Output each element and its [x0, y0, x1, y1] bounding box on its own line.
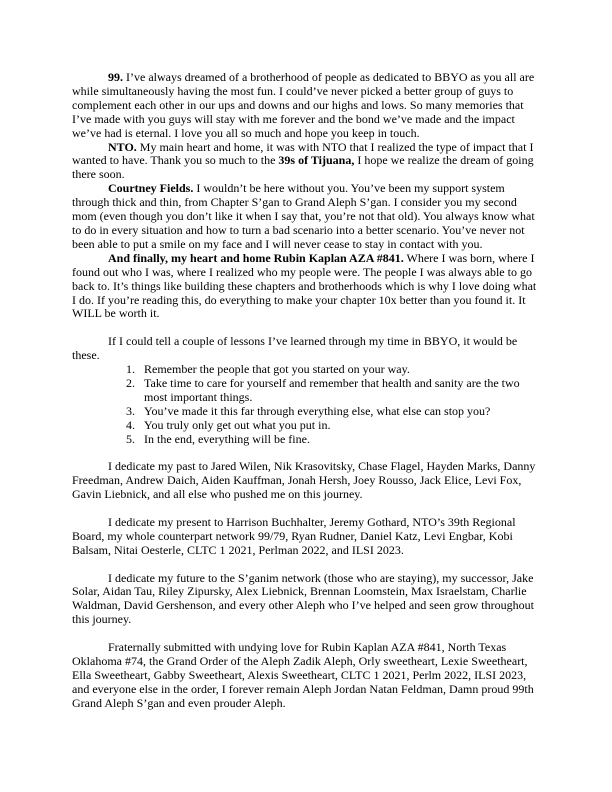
lesson-item-4	[72, 419, 540, 433]
lesson-item-5	[72, 433, 540, 447]
tribute-body-nto-2: I hope we realize the dream of going there soon.	[72, 153, 534, 182]
lesson-number-4: 4.	[126, 417, 135, 432]
tribute-paragraph-nto	[72, 141, 540, 183]
lesson-number-5: 5.	[126, 431, 135, 446]
lesson-text-2: Take time to care for yourself and remember that health and sanity are the two most important things.	[144, 375, 520, 404]
lesson-text-5: In the end, everything will be fine.	[144, 431, 310, 446]
tribute-lead-nto: NTO.	[108, 139, 137, 154]
tribute-body-rubin-kaplan: Where I was born, where I found out who I was, where I realized who my people were. The people I was always able to go back to. It’s things like building these chapters and brotherhoods which is why I love doing what I do. If you’re reading this, do everything to make your chapter 10x better than you found it. It WILL be worth it.	[72, 250, 537, 321]
lesson-item-3	[72, 405, 540, 419]
lesson-item-2	[72, 377, 540, 405]
closing-paragraph: Fraternally submitted with undying love for Rubin Kaplan AZA #841, North Texas Oklahoma #74, the Grand Order of the Aleph Zadik Aleph, Orly sweetheart, Lexie Sweetheart, Ella Sweetheart, Gabby Sweetheart, Alexis Sweetheart, CLTC 1 2021, Perlm 2022, ILSI 2023, and everyone else in the order, I forever remain Aleph Jordan Natan Feldman, Damn proud 99th Grand Aleph S’gan and even prouder Aleph.	[72, 640, 534, 710]
tribute-paragraph-99	[72, 71, 540, 141]
dedication-present: I dedicate my present to Harrison Buchhalter, Jeremy Gothard, NTO’s 39th Regional Board, my whole counterpart network 99/79, Ryan Rudner, Daniel Katz, Levi Engbar, Kobi Balsam, Nitai Oesterle, CLTC 1 2021, Perlman 2022, and ILSI 2023.	[72, 514, 516, 557]
tribute-body-courtney-fields: I wouldn’t be here without you. You’ve been my support system through thick and thin, from Chapter S’gan to Grand Aleph S’gan. I consider you my second mom (even though you don’t like it when I say that, you’re not that old). You always know what to do in every situation and how to turn a bad scenario into a better scenario. You’ve never not been able to put a smile on my face and I will never cease to stay in contact with you.	[72, 181, 535, 251]
tribute-paragraph-rubin-kaplan	[72, 252, 540, 322]
lesson-text-3: You’ve made it this far through everything else, what else can stop you?	[144, 403, 491, 418]
lessons-list	[72, 363, 540, 446]
tribute-lead-99: 99.	[108, 70, 123, 84]
lesson-text-4: You truly only get out what you put in.	[144, 417, 331, 432]
lesson-number-3: 3.	[126, 403, 135, 418]
lessons-intro: If I could tell a couple of lessons I’ve learned through my time in BBYO, it would be these.	[72, 334, 518, 363]
tribute-paragraph-courtney-fields	[72, 182, 540, 252]
tribute-lead-courtney-fields: Courtney Fields.	[108, 181, 194, 196]
lesson-item-1	[72, 363, 540, 377]
tribute-bold-39s-of-tijuana: 39s of Tijuana,	[278, 153, 355, 168]
lesson-number-1: 1.	[126, 362, 135, 377]
dedication-future: I dedicate my future to the S’ganim network (those who are staying), my successor, Jake Solar, Aidan Tau, Riley Zipursky, Alex Liebnick, Brennan Loomstein, Max Israelstam, Charlie Waldman, David Gershenson, and every other Aleph who I’ve helped and seen grow throughout this journey.	[72, 570, 534, 627]
tribute-body-99: I’ve always dreamed of a brotherhood of people as dedicated to BBYO as you all are while simultaneously having the most fun. I could’ve never picked a better group of guys to complement each other in our ups and downs and our highs and lows. So many memories that I’ve made with you guys will stay with me forever and the bond we’ve made and the impact we’ve had is eternal. I love you all so much and hope you keep in touch.	[72, 70, 535, 140]
tribute-body-nto-1: My main heart and home, it was with NTO that I realized the type of impact that I wanted to have. Thank you so much to the	[72, 139, 534, 168]
lesson-text-1: Remember the people that got you started on your way.	[144, 362, 410, 377]
dedication-past: I dedicate my past to Jared Wilen, Nik Krasovitsky, Chase Flagel, Hayden Marks, Danny Freedman, Andrew Daich, Aiden Kauffman, Jonah Hersh, Joey Rousso, Jack Elice, Levi Fox, Gavin Liebnick, and all else who pushed me on this journey.	[72, 459, 536, 502]
tribute-lead-rubin-kaplan: And finally, my heart and home Rubin Kaplan AZA #841.	[108, 250, 404, 265]
lesson-number-2: 2.	[126, 375, 135, 390]
